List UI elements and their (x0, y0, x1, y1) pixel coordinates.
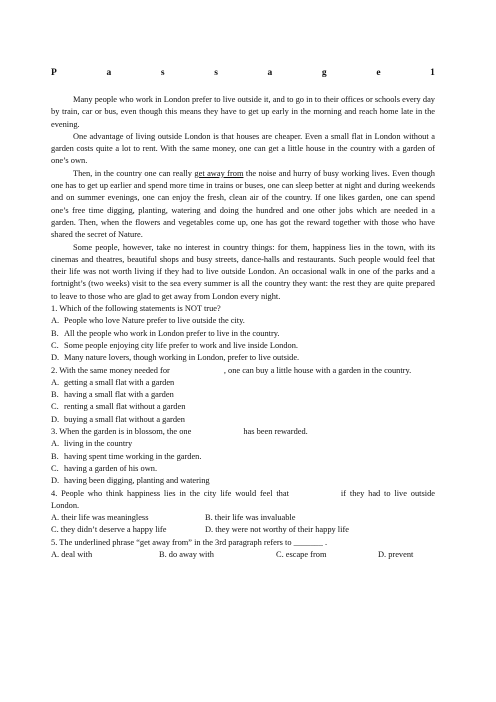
option-letter: A. (51, 377, 60, 387)
underlined-phrase: get away from (194, 168, 244, 178)
title-letter: g (321, 68, 327, 78)
option-text: having a garden of his own. (64, 463, 158, 473)
option-text: having spent time working in the garden. (64, 451, 202, 461)
option-letter: C. (51, 402, 59, 412)
option-letter: D. (51, 476, 60, 486)
title-letter: e (376, 68, 381, 78)
question-4-options-row-1 (51, 512, 435, 524)
option-letter: A. (51, 316, 60, 326)
question-4-option-c: C. they didn’t deserve a happy life (51, 525, 167, 535)
question-2-option-b (51, 389, 435, 401)
option-letter: D. (51, 353, 60, 363)
title-letter: a (267, 68, 273, 78)
question-5-option-d: D. prevent (378, 549, 414, 559)
paragraph-1: Many people who work in London prefer to live outside it, and to go in to their offices or schools every day by train, car or bus, even though this means they have to get up early in the morning and reach home late in the evening. (51, 95, 435, 129)
document-body (51, 94, 435, 561)
stem-start: 4. People who think happiness lies in the city life would feel that (51, 488, 289, 498)
title-letter: P (51, 68, 57, 78)
option-letter: B. (51, 451, 59, 461)
question-5-option-c: C. escape from (276, 549, 327, 559)
question-3-option-c (51, 463, 435, 475)
option-text: having been digging, planting and watering (64, 476, 210, 486)
stem-end: , one can buy a little house with a garden in the country. (223, 365, 412, 375)
passage-title (51, 68, 435, 78)
option-text: renting a small flat without a garden (64, 402, 186, 412)
question-5-stem: 5. The underlined phrase “get away from” in the 3rd paragraph refers to _______ . (51, 537, 328, 547)
paragraph-3 (51, 168, 435, 242)
title-letter: s (160, 68, 165, 78)
title-letter: 1 (430, 68, 435, 78)
option-text: having a small flat with a garden (64, 390, 174, 400)
paragraph-4: Some people, however, take no interest in country things: for them, happiness lies in the town, with its cinemas and theatres, beautiful shops and busy streets, dance-halls and restaurants. Such people would feel that their life was not worth living if they had to live outside London. An occasional walk in one of the parks and a fortnight’s (two weeks) visit to the sea every summer is all the country they want: the rest they are quite prepared to leave to those who are glad to get away from London every night. (51, 242, 435, 301)
question-3-option-a (51, 438, 435, 450)
option-letter: B. (51, 390, 59, 400)
question-4-options-row-2 (51, 524, 435, 536)
question-2-option-d (51, 414, 435, 426)
paragraph-3-rest: the noise and hurry of busy working lives. Even though one has to get up earlier and spend more time in trains or buses, one can sleep better at night and during weekends and on summer evenings, one can enjoy the fresh, clean air of the country. If one likes garden, one can spend one’s free time digging, planting, watering and doing the hundred and one other jobs which are needed in a garden. Then, when the flowers and vegetables come up, one has got the reward together with those who have shared the secret of Nature. (51, 168, 435, 240)
option-text: buying a small flat without a garden (64, 414, 185, 424)
question-2-option-a (51, 377, 435, 389)
question-1-option-b (51, 328, 435, 340)
question-1-option-d (51, 352, 435, 364)
option-letter: A. (51, 439, 60, 449)
stem-end: has been rewarded. (243, 427, 308, 437)
option-text: All the people who work in London prefer to live in the country. (64, 328, 280, 338)
question-4-stem (51, 488, 435, 513)
question-1-option-a (51, 315, 435, 327)
question-2-option-c (51, 401, 435, 413)
question-3-option-d (51, 475, 435, 487)
option-letter: C. (51, 340, 59, 350)
stem-end: if they had to live outside London. (51, 488, 435, 510)
option-text: getting a small flat with a garden (64, 377, 175, 387)
paragraph-3-start: Then, in the country one can really (73, 168, 195, 178)
option-letter: D. (51, 414, 60, 424)
option-text: Some people enjoying city life prefer to work and live inside London. (64, 340, 298, 350)
option-text: Many nature lovers, though working in London, prefer to live outside. (64, 353, 300, 363)
paragraph-2: One advantage of living outside London is that houses are cheaper. Even a small flat in London without a garden costs quite a lot to rent. With the same money, one can get a little house in the country with a garden of one’s own. (51, 131, 435, 166)
question-2-stem (51, 365, 435, 377)
option-text: living in the country (64, 439, 133, 449)
question-4-option-b: B. their life was invaluable (205, 513, 296, 523)
question-1-option-c (51, 340, 435, 352)
question-3-stem (51, 426, 435, 438)
question-5-option-b: B. do away with (159, 549, 214, 559)
option-letter: C. (51, 463, 59, 473)
question-5-options-row (51, 549, 435, 561)
title-letter: a (106, 68, 112, 78)
title-letter: s (214, 68, 218, 78)
question-1-stem: 1. Which of the following statements is NOT true? (51, 304, 221, 314)
option-letter: B. (51, 328, 59, 338)
stem-start: 2. With the same money needed for (51, 365, 170, 375)
question-5-option-a: A. deal with (51, 549, 93, 559)
question-4-option-d: D. they were not worthy of their happy life (205, 525, 349, 535)
question-4-option-a: A. their life was meaningless (51, 513, 149, 523)
option-text: People who love Nature prefer to live outside the city. (64, 316, 245, 326)
question-3-option-b (51, 451, 435, 463)
stem-start: 3. When the garden is in blossom, the one (51, 427, 192, 437)
